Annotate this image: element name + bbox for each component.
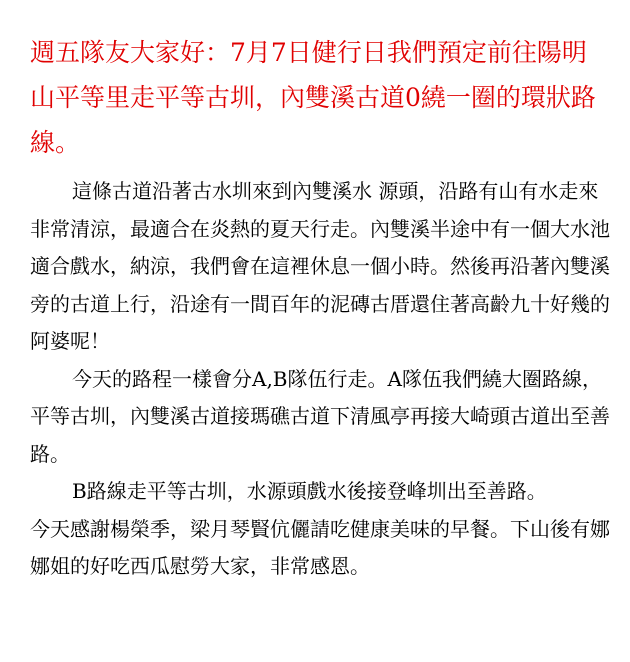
announcement-headline: 週五隊友大家好：7月7日健行日我們預定前往陽明山平等里走平等古圳，內雙溪古道0繞一圈的環狀路線。 xyxy=(30,38,596,157)
route-b-paragraph: B路線走平等古圳，水源頭戲水後接登峰圳出至善路。 xyxy=(72,479,547,503)
thanks-paragraph: 今天感謝楊榮季，梁月琴賢伉儷請吃健康美味的早餐。下山後有娜娜姐的好吃西瓜慰勞大家，非常感恩。 xyxy=(30,516,610,578)
document-body xyxy=(30,30,610,586)
route-a-paragraph: 今天的路程一樣會分A,B隊伍行走。A隊伍我們繞大圈路線，平等古圳，內雙溪古道接瑪礁古道下清風亭再接大崎頭古道出至善路。 xyxy=(30,366,610,466)
trail-description-paragraph: 這條古道沿著古水圳來到內雙溪水 源頭，沿路有山有水走來非常清涼，最適合在炎熱的夏天行走。內雙溪半途中有一個大水池適合戲水，納涼，我們會在這裡休息一個小時。然後再沿著內雙溪旁的古道上行，沿途有一間百年的泥磚古厝還住著高齡九十好幾的阿婆呢！ xyxy=(30,179,610,353)
